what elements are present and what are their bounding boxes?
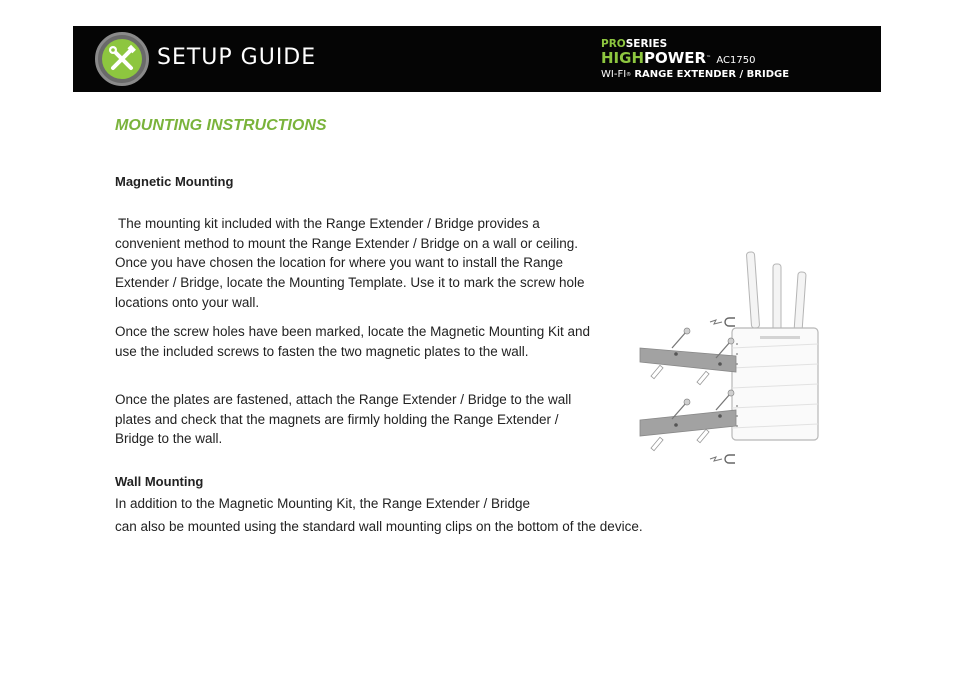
wall-mounting-title: Wall Mounting (115, 474, 204, 489)
paragraph-plates-fastened: Once the plates are fastened, attach the Range Extender / Bridge to the wall plates and check that the magnets are firmly holding the Range Extender / Bridge to the wall. (115, 392, 572, 447)
paragraph-wall-mount-line1: In addition to the Magnetic Mounting Kit, the Range Extender / Bridge (115, 496, 531, 511)
brand-product: RANGE EXTENDER / BRIDGE (634, 69, 790, 80)
paragraph-wall-mount-line2: can also be mounted using the standard wall mounting clips on the bottom of the device. (115, 519, 643, 534)
header-banner (73, 26, 881, 92)
brand-model: AC1750 (716, 55, 756, 66)
brand-tm: ™ (706, 55, 712, 61)
paragraph-intro: The mounting kit included with the Range Extender / Bridge provides a convenient method to mount the Range Extender / Bridge on a wall or ceiling. Once you have chosen the location for where you want to install the Range Extender / Bridge, locate the Mounting Template. Use it to mark the screw hole locations onto your wall. (115, 216, 585, 310)
brand-high: HIGH (601, 49, 645, 67)
brand-pro: PRO (601, 38, 626, 50)
magnetic-mounting-title: Magnetic Mounting (115, 174, 234, 189)
paragraph-screw-holes: Once the screw holes have been marked, locate the Magnetic Mounting Kit and use the included screws to fasten the two magnetic plates to the wall. (115, 324, 591, 359)
brand-reg: ® (626, 72, 632, 78)
section-heading: MOUNTING INSTRUCTIONS (115, 117, 327, 134)
brand-series: SERIES (625, 38, 668, 50)
brand-wifi: WI-FI (601, 69, 627, 80)
brand-logo (601, 38, 871, 81)
brand-power: POWER (644, 49, 707, 67)
wrench-screwdriver-icon (95, 32, 149, 86)
mounting-illustration (636, 244, 826, 476)
setup-guide-title: SETUP GUIDE (157, 45, 317, 70)
